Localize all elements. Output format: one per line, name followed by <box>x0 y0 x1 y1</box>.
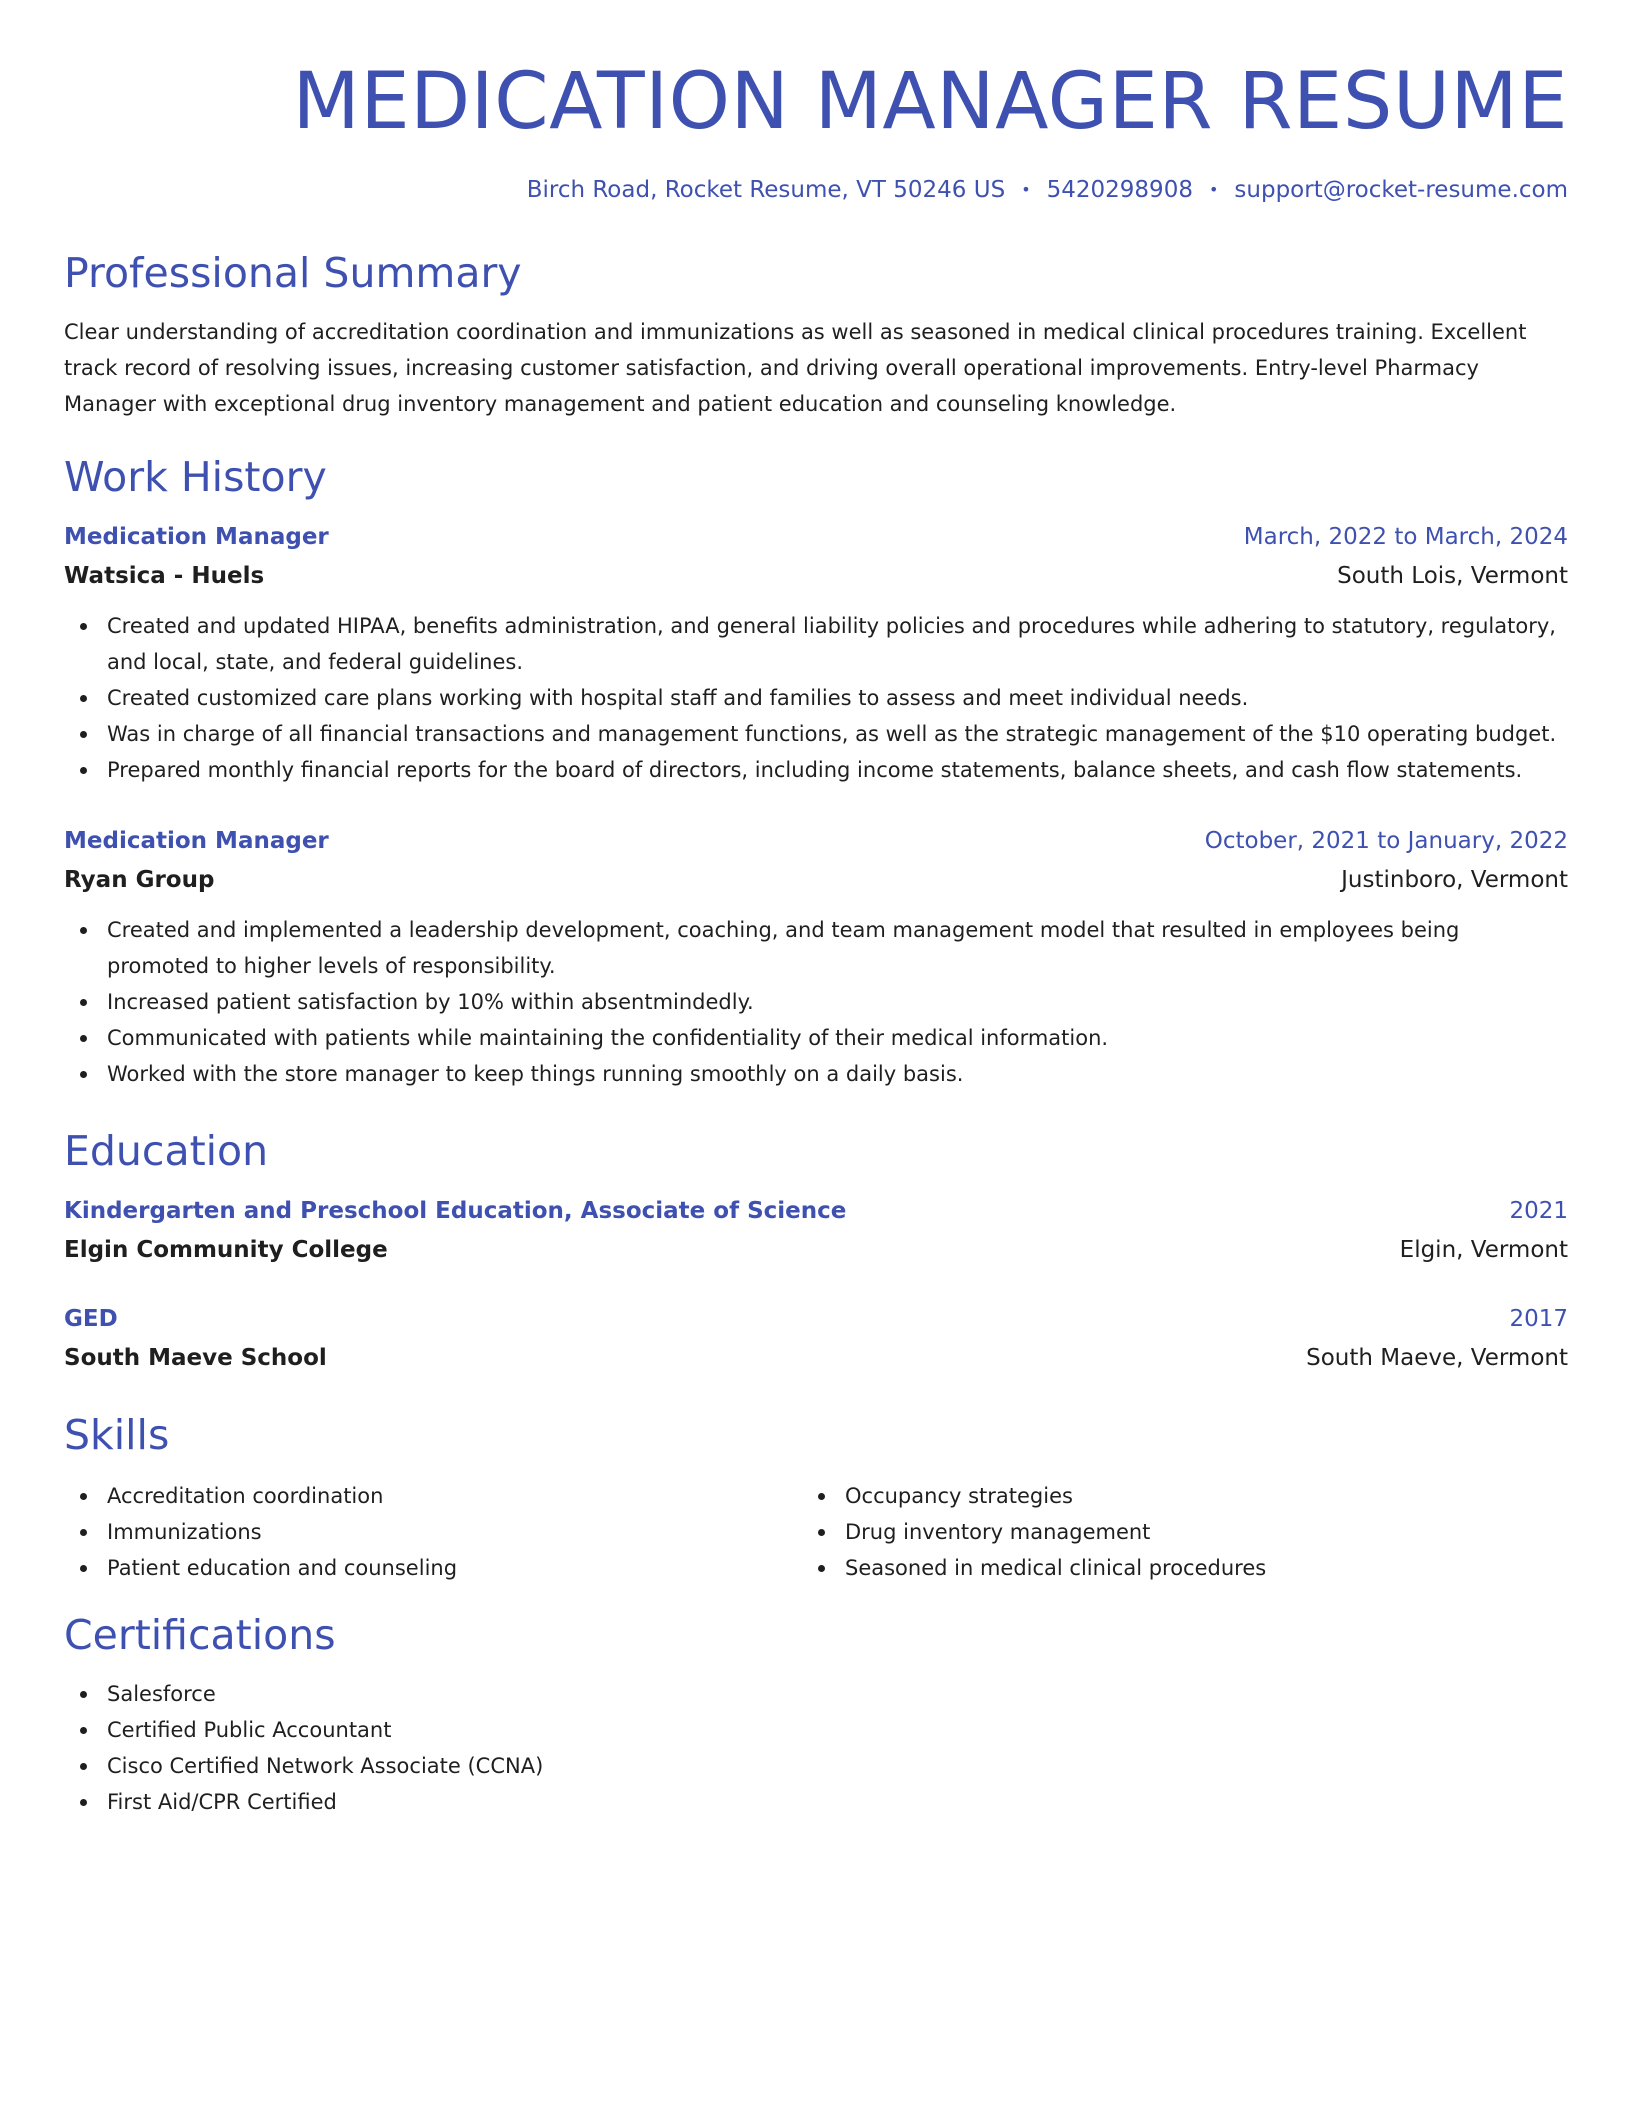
education-school: Elgin Community College <box>64 1237 388 1263</box>
contact-separator: • <box>1021 180 1031 199</box>
job-bullet: Increased patient satisfaction by 10% within absentmindedly. <box>64 984 1568 1020</box>
education-location: South Maeve, Vermont <box>1306 1345 1568 1371</box>
job-bullet: Worked with the store manager to keep things running smoothly on a daily basis. <box>64 1056 1568 1092</box>
job-bullet: Was in charge of all financial transactions and management functions, as well as the strategic management of the $10 operating budget. <box>64 716 1568 752</box>
skills-column-left <box>64 1478 802 1586</box>
education-year: 2021 <box>1509 1198 1568 1224</box>
contact-line <box>64 174 1568 206</box>
certifications-heading: Certifications <box>64 1611 336 1659</box>
skill-item: Patient education and counseling <box>64 1550 802 1586</box>
education-entry <box>64 1302 1568 1376</box>
education-degree: GED <box>64 1306 118 1332</box>
job-bullet: Created and implemented a leadership development, coaching, and team management model that resulted in employees being promoted to higher levels of responsibility. <box>64 912 1568 984</box>
job-bullet: Prepared monthly financial reports for the board of directors, including income statements, balance sheets, and cash flow statements. <box>64 752 1568 788</box>
job-title: Medication Manager <box>64 524 329 550</box>
work-history-heading: Work History <box>64 453 327 501</box>
skills-column-right <box>802 1478 1540 1586</box>
education-school: South Maeve School <box>64 1345 327 1371</box>
resume-title: MEDICATION MANAGER RESUME <box>292 57 1568 147</box>
summary-heading: Professional Summary <box>64 249 522 297</box>
job-dates: March, 2022 to March, 2024 <box>1243 524 1568 550</box>
job-bullet: Created customized care plans working with hospital staff and families to assess and meet individual needs. <box>64 680 1568 716</box>
contact-phone: 5420298908 <box>1046 177 1193 203</box>
job-dates: October, 2021 to January, 2022 <box>1204 828 1568 854</box>
job-title: Medication Manager <box>64 828 329 854</box>
skills-grid <box>64 1478 1568 1586</box>
skills-heading: Skills <box>64 1411 170 1459</box>
job-entry <box>64 520 1568 788</box>
contact-email: support@rocket-resume.com <box>1234 177 1568 203</box>
contact-address: Birch Road, Rocket Resume, VT 50246 US <box>526 177 1006 203</box>
job-bullets <box>64 912 1568 1092</box>
job-bullet: Communicated with patients while maintaining the confidentiality of their medical information. <box>64 1020 1568 1056</box>
job-employer: Ryan Group <box>64 867 215 893</box>
contact-separator: • <box>1208 180 1219 199</box>
skill-item: Occupancy strategies <box>802 1478 1540 1514</box>
certification-item: First Aid/CPR Certified <box>64 1784 1568 1820</box>
skill-item: Seasoned in medical clinical procedures <box>802 1550 1540 1586</box>
certifications-list <box>64 1676 1568 1820</box>
education-degree: Kindergarten and Preschool Education, Associate of Science <box>64 1198 847 1224</box>
education-entry <box>64 1194 1568 1268</box>
job-bullet: Created and updated HIPAA, benefits administration, and general liability policies and procedures while adhering to statutory, regulatory, and local, state, and federal guidelines. <box>64 608 1568 680</box>
job-location: South Lois, Vermont <box>1337 563 1568 589</box>
skill-item: Drug inventory management <box>802 1514 1540 1550</box>
certification-item: Certified Public Accountant <box>64 1712 1568 1748</box>
job-bullets <box>64 608 1568 788</box>
education-location: Elgin, Vermont <box>1399 1237 1568 1263</box>
certification-item: Salesforce <box>64 1676 1568 1712</box>
job-location: Justinboro, Vermont <box>1341 867 1568 893</box>
summary-text: Clear understanding of accreditation coordination and immunizations as well as seasoned in medical clinical procedures training. Excellent track record of resolving issues, increasing customer satisfaction, and driving overall operational improvements. Entry-level Pharmacy Manager with exceptional drug inventory management and patient education and counseling knowledge. <box>64 320 1527 416</box>
job-entry <box>64 824 1568 1092</box>
certification-item: Cisco Certified Network Associate (CCNA) <box>64 1748 1568 1784</box>
skill-item: Immunizations <box>64 1514 802 1550</box>
job-employer: Watsica - Huels <box>64 563 265 589</box>
education-heading: Education <box>64 1127 269 1175</box>
skill-item: Accreditation coordination <box>64 1478 802 1514</box>
education-year: 2017 <box>1509 1306 1568 1332</box>
